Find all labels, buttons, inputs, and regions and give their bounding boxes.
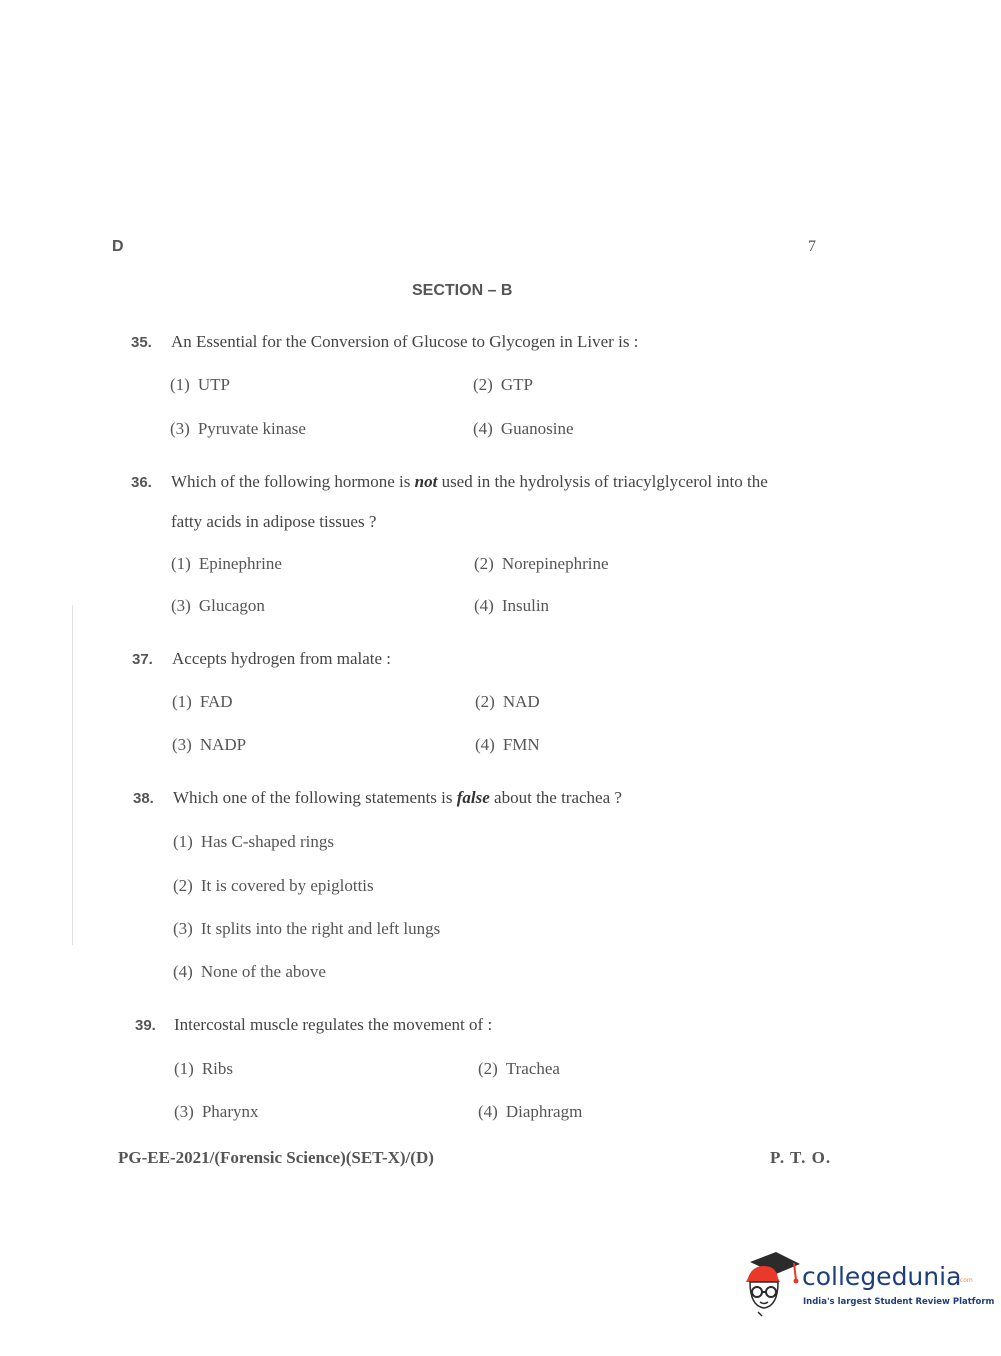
option [172,692,233,712]
option [171,554,282,574]
option [174,1102,259,1122]
option-text: Diaphragm [505,1102,583,1121]
option-text: Norepinephrine [501,554,609,573]
option-number: (2) [475,692,495,711]
option [173,832,334,852]
option-number: (3) [172,735,192,754]
question-text-part: about the trachea ? [494,788,622,807]
question-number: 38. [133,790,154,807]
brand-name: collegedunia [802,1262,962,1291]
option-text: None of the above [200,962,326,981]
option-number: (1) [171,554,191,573]
option-text: Pharynx [201,1102,259,1121]
question-text [171,472,768,492]
option [475,735,540,755]
option [473,419,574,439]
question-text-part: Which of the following hormone is [171,472,411,491]
scan-margin-line [72,605,73,945]
option-text: Ribs [201,1059,234,1078]
option-text: It is covered by epiglottis [200,876,374,895]
option [475,692,540,712]
option-text: It splits into the right and left lungs [200,919,441,938]
option-number: (4) [474,596,494,615]
option [173,876,374,896]
option-number: (3) [174,1102,194,1121]
question-emphasis: not [414,472,438,491]
question-number: 36. [131,474,152,491]
collegedunia-mascot-icon [742,1248,804,1320]
option-number: (2) [473,375,493,394]
section-title: SECTION – B [412,282,513,299]
option-text: Guanosine [500,419,574,438]
question-text-line2: fatty acids in adipose tissues ? [171,512,377,531]
option-number: (4) [475,735,495,754]
option-text: NADP [199,735,247,754]
please-turn-over: P. T. O. [770,1148,832,1167]
option-text: GTP [500,375,533,394]
option [474,554,609,574]
question-text: Accepts hydrogen from malate : [172,649,392,668]
option-number: (1) [174,1059,194,1078]
option [173,919,440,939]
option [170,419,306,439]
option [171,596,265,616]
paper-code: PG-EE-2021/(Forensic Science)(SET-X)/(D) [118,1148,434,1167]
brand-tagline: India's largest Student Review Platform [803,1297,995,1307]
option-number: (4) [478,1102,498,1121]
brand-com: .com [958,1277,973,1284]
option-number: (4) [173,962,193,981]
option-text: Epinephrine [198,554,282,573]
option-text: NAD [502,692,540,711]
question-emphasis: false [456,788,490,807]
option-number: (1) [172,692,192,711]
question-number: 35. [131,334,152,351]
question-number: 39. [135,1017,156,1034]
option-text: Has C-shaped rings [200,832,334,851]
question-number: 37. [132,651,153,668]
set-letter: D [112,238,124,255]
option [173,962,326,982]
question-text: An Essential for the Conversion of Glucose to Glycogen in Liver is : [171,332,639,351]
option-number: (2) [474,554,494,573]
option-number: (2) [478,1059,498,1078]
option-number: (4) [473,419,493,438]
option-number: (1) [173,832,193,851]
option [473,375,533,395]
option-text: Trachea [505,1059,560,1078]
option [170,375,230,395]
option-text: Glucagon [198,596,265,615]
option-number: (3) [173,919,193,938]
option-text: FMN [502,735,540,754]
option-number: (1) [170,375,190,394]
question-text: Intercostal muscle regulates the movement of : [174,1015,493,1034]
option [478,1059,560,1079]
option-text: Insulin [501,596,550,615]
option-number: (3) [171,596,191,615]
option-text: UTP [197,375,230,394]
option-text: Pyruvate kinase [197,419,306,438]
option-text: FAD [199,692,233,711]
option-number: (2) [173,876,193,895]
page-number: 7 [808,238,816,255]
question-text-part: used in the hydrolysis of triacylglycerol into the [441,472,768,491]
question-text [173,788,622,808]
question-text-part: Which one of the following statements is [173,788,453,807]
option-number: (3) [170,419,190,438]
option [474,596,549,616]
option [172,735,246,755]
option [478,1102,582,1122]
option [174,1059,233,1079]
